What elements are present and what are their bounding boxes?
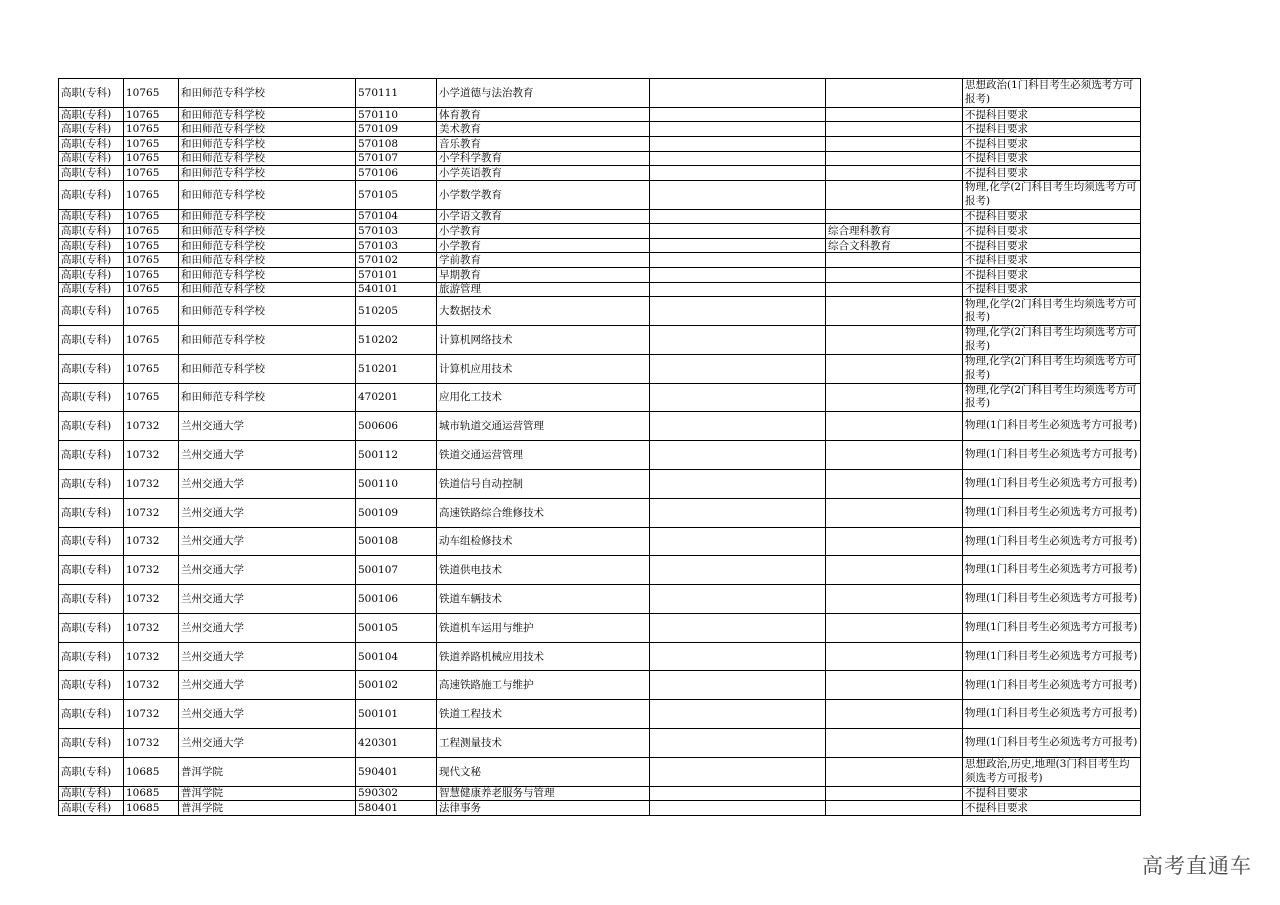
major-name-cell: 铁道养路机械应用技术 <box>437 642 650 671</box>
table-row <box>59 441 1141 470</box>
direction-cell <box>826 642 963 671</box>
subject-requirement-cell: 物理,化学(2门科目考生均须选考方可报考) <box>963 354 1141 383</box>
remark-cell <box>650 267 826 282</box>
admission-table <box>58 78 1141 816</box>
major-code-cell: 590401 <box>356 757 437 786</box>
direction-cell <box>826 297 963 326</box>
major-name-cell: 大数据技术 <box>437 297 650 326</box>
major-code-cell: 500102 <box>356 671 437 700</box>
direction-cell <box>826 107 963 122</box>
table-row <box>59 282 1141 297</box>
table-row <box>59 469 1141 498</box>
major-name-cell: 现代文秘 <box>437 757 650 786</box>
school-code-cell: 10765 <box>124 297 179 326</box>
level-cell: 高职(专科) <box>59 136 124 151</box>
major-code-cell: 580401 <box>356 801 437 816</box>
school-code-cell: 10732 <box>124 441 179 470</box>
remark-cell <box>650 107 826 122</box>
school-name-cell: 和田师范专科学校 <box>179 253 356 268</box>
level-cell: 高职(专科) <box>59 383 124 412</box>
subject-requirement-cell: 不提科目要求 <box>963 267 1141 282</box>
school-name-cell: 和田师范专科学校 <box>179 180 356 209</box>
school-name-cell: 兰州交通大学 <box>179 671 356 700</box>
remark-cell <box>650 136 826 151</box>
level-cell: 高职(专科) <box>59 441 124 470</box>
major-code-cell: 500108 <box>356 527 437 556</box>
major-name-cell: 小学数学教育 <box>437 180 650 209</box>
level-cell: 高职(专科) <box>59 180 124 209</box>
school-code-cell: 10765 <box>124 383 179 412</box>
remark-cell <box>650 556 826 585</box>
major-code-cell: 570106 <box>356 166 437 181</box>
school-code-cell: 10765 <box>124 325 179 354</box>
major-name-cell: 早期教育 <box>437 267 650 282</box>
school-name-cell: 和田师范专科学校 <box>179 166 356 181</box>
level-cell: 高职(专科) <box>59 469 124 498</box>
school-code-cell: 10732 <box>124 498 179 527</box>
school-code-cell: 10765 <box>124 267 179 282</box>
major-name-cell: 法律事务 <box>437 801 650 816</box>
major-name-cell: 城市轨道交通运营管理 <box>437 412 650 441</box>
school-name-cell: 兰州交通大学 <box>179 498 356 527</box>
school-name-cell: 和田师范专科学校 <box>179 151 356 166</box>
subject-requirement-cell: 物理(1门科目考生必须选考方可报考) <box>963 527 1141 556</box>
direction-cell <box>826 441 963 470</box>
direction-cell <box>826 79 963 108</box>
major-name-cell: 动车组检修技术 <box>437 527 650 556</box>
major-name-cell: 智慧健康养老服务与管理 <box>437 786 650 801</box>
table-row <box>59 238 1141 253</box>
level-cell: 高职(专科) <box>59 325 124 354</box>
major-code-cell: 570109 <box>356 122 437 137</box>
direction-cell <box>826 282 963 297</box>
major-code-cell: 510202 <box>356 325 437 354</box>
table-row <box>59 801 1141 816</box>
subject-requirement-cell: 物理(1门科目考生必须选考方可报考) <box>963 498 1141 527</box>
major-code-cell: 500606 <box>356 412 437 441</box>
table-row <box>59 267 1141 282</box>
school-code-cell: 10732 <box>124 729 179 758</box>
level-cell: 高职(专科) <box>59 166 124 181</box>
remark-cell <box>650 585 826 614</box>
major-name-cell: 音乐教育 <box>437 136 650 151</box>
school-code-cell: 10765 <box>124 282 179 297</box>
direction-cell <box>826 700 963 729</box>
school-code-cell: 10732 <box>124 556 179 585</box>
direction-cell <box>826 209 963 224</box>
table-row <box>59 354 1141 383</box>
table-row <box>59 151 1141 166</box>
level-cell: 高职(专科) <box>59 786 124 801</box>
school-code-cell: 10765 <box>124 224 179 239</box>
school-name-cell: 和田师范专科学校 <box>179 209 356 224</box>
level-cell: 高职(专科) <box>59 282 124 297</box>
table-row <box>59 180 1141 209</box>
remark-cell <box>650 209 826 224</box>
major-code-cell: 470201 <box>356 383 437 412</box>
major-name-cell: 美术教育 <box>437 122 650 137</box>
direction-cell <box>826 412 963 441</box>
table-row <box>59 297 1141 326</box>
subject-requirement-cell: 物理,化学(2门科目考生均须选考方可报考) <box>963 325 1141 354</box>
major-code-cell: 570105 <box>356 180 437 209</box>
school-name-cell: 和田师范专科学校 <box>179 282 356 297</box>
table-row <box>59 700 1141 729</box>
school-code-cell: 10765 <box>124 166 179 181</box>
school-code-cell: 10732 <box>124 613 179 642</box>
school-name-cell: 兰州交通大学 <box>179 729 356 758</box>
major-code-cell: 570111 <box>356 79 437 108</box>
major-name-cell: 应用化工技术 <box>437 383 650 412</box>
school-code-cell: 10685 <box>124 801 179 816</box>
school-name-cell: 兰州交通大学 <box>179 613 356 642</box>
remark-cell <box>650 757 826 786</box>
subject-requirement-cell: 不提科目要求 <box>963 136 1141 151</box>
table-row <box>59 757 1141 786</box>
level-cell: 高职(专科) <box>59 354 124 383</box>
remark-cell <box>650 297 826 326</box>
table-row <box>59 786 1141 801</box>
major-code-cell: 500104 <box>356 642 437 671</box>
school-code-cell: 10732 <box>124 412 179 441</box>
major-name-cell: 小学教育 <box>437 224 650 239</box>
subject-requirement-cell: 不提科目要求 <box>963 151 1141 166</box>
major-name-cell: 计算机应用技术 <box>437 354 650 383</box>
table-row <box>59 122 1141 137</box>
major-code-cell: 500101 <box>356 700 437 729</box>
subject-requirement-cell: 物理(1门科目考生必须选考方可报考) <box>963 700 1141 729</box>
major-name-cell: 旅游管理 <box>437 282 650 297</box>
subject-requirement-cell: 物理,化学(2门科目考生均须选考方可报考) <box>963 297 1141 326</box>
table-row <box>59 209 1141 224</box>
school-code-cell: 10732 <box>124 585 179 614</box>
major-name-cell: 铁道机车运用与维护 <box>437 613 650 642</box>
remark-cell <box>650 412 826 441</box>
major-code-cell: 570108 <box>356 136 437 151</box>
remark-cell <box>650 700 826 729</box>
remark-cell <box>650 671 826 700</box>
major-name-cell: 铁道供电技术 <box>437 556 650 585</box>
table-row <box>59 671 1141 700</box>
level-cell: 高职(专科) <box>59 556 124 585</box>
level-cell: 高职(专科) <box>59 801 124 816</box>
remark-cell <box>650 282 826 297</box>
school-code-cell: 10765 <box>124 122 179 137</box>
table-row <box>59 642 1141 671</box>
major-code-cell: 570101 <box>356 267 437 282</box>
school-code-cell: 10732 <box>124 700 179 729</box>
table-row <box>59 613 1141 642</box>
subject-requirement-cell: 不提科目要求 <box>963 253 1141 268</box>
major-code-cell: 540101 <box>356 282 437 297</box>
remark-cell <box>650 180 826 209</box>
level-cell: 高职(专科) <box>59 107 124 122</box>
level-cell: 高职(专科) <box>59 151 124 166</box>
subject-requirement-cell: 物理(1门科目考生必须选考方可报考) <box>963 469 1141 498</box>
school-code-cell: 10732 <box>124 671 179 700</box>
level-cell: 高职(专科) <box>59 613 124 642</box>
school-name-cell: 兰州交通大学 <box>179 700 356 729</box>
school-code-cell: 10685 <box>124 757 179 786</box>
direction-cell <box>826 757 963 786</box>
direction-cell: 综合文科教育 <box>826 238 963 253</box>
subject-requirement-cell: 物理,化学(2门科目考生均须选考方可报考) <box>963 180 1141 209</box>
school-name-cell: 和田师范专科学校 <box>179 224 356 239</box>
school-code-cell: 10765 <box>124 209 179 224</box>
table-row <box>59 556 1141 585</box>
level-cell: 高职(专科) <box>59 729 124 758</box>
major-code-cell: 570104 <box>356 209 437 224</box>
subject-requirement-cell: 思想政治,历史,地理(3门科目考生均须选考方可报考) <box>963 757 1141 786</box>
school-code-cell: 10765 <box>124 107 179 122</box>
school-code-cell: 10765 <box>124 136 179 151</box>
direction-cell <box>826 498 963 527</box>
remark-cell <box>650 122 826 137</box>
school-name-cell: 和田师范专科学校 <box>179 238 356 253</box>
remark-cell <box>650 238 826 253</box>
remark-cell <box>650 729 826 758</box>
table-row <box>59 729 1141 758</box>
subject-requirement-cell: 不提科目要求 <box>963 238 1141 253</box>
direction-cell <box>826 136 963 151</box>
major-name-cell: 铁道工程技术 <box>437 700 650 729</box>
major-name-cell: 小学教育 <box>437 238 650 253</box>
school-name-cell: 兰州交通大学 <box>179 556 356 585</box>
direction-cell <box>826 786 963 801</box>
subject-requirement-cell: 不提科目要求 <box>963 282 1141 297</box>
school-name-cell: 和田师范专科学校 <box>179 79 356 108</box>
subject-requirement-cell: 物理(1门科目考生必须选考方可报考) <box>963 729 1141 758</box>
remark-cell <box>650 527 826 556</box>
remark-cell <box>650 383 826 412</box>
major-code-cell: 590302 <box>356 786 437 801</box>
major-code-cell: 510205 <box>356 297 437 326</box>
level-cell: 高职(专科) <box>59 671 124 700</box>
level-cell: 高职(专科) <box>59 700 124 729</box>
major-code-cell: 500105 <box>356 613 437 642</box>
subject-requirement-cell: 物理(1门科目考生必须选考方可报考) <box>963 441 1141 470</box>
direction-cell <box>826 151 963 166</box>
remark-cell <box>650 642 826 671</box>
remark-cell <box>650 613 826 642</box>
level-cell: 高职(专科) <box>59 498 124 527</box>
direction-cell <box>826 325 963 354</box>
subject-requirement-cell: 物理(1门科目考生必须选考方可报考) <box>963 556 1141 585</box>
major-code-cell: 570103 <box>356 238 437 253</box>
remark-cell <box>650 253 826 268</box>
level-cell: 高职(专科) <box>59 757 124 786</box>
direction-cell <box>826 527 963 556</box>
level-cell: 高职(专科) <box>59 297 124 326</box>
table-row <box>59 498 1141 527</box>
school-name-cell: 普洱学院 <box>179 801 356 816</box>
school-name-cell: 和田师范专科学校 <box>179 136 356 151</box>
table-row <box>59 136 1141 151</box>
school-code-cell: 10685 <box>124 786 179 801</box>
school-code-cell: 10765 <box>124 253 179 268</box>
school-code-cell: 10732 <box>124 469 179 498</box>
direction-cell <box>826 613 963 642</box>
subject-requirement-cell: 物理(1门科目考生必须选考方可报考) <box>963 412 1141 441</box>
school-name-cell: 兰州交通大学 <box>179 469 356 498</box>
remark-cell <box>650 325 826 354</box>
major-code-cell: 500112 <box>356 441 437 470</box>
watermark-text: 高考直通车 <box>1142 854 1252 878</box>
school-name-cell: 兰州交通大学 <box>179 412 356 441</box>
major-name-cell: 工程测量技术 <box>437 729 650 758</box>
major-name-cell: 高速铁路综合维修技术 <box>437 498 650 527</box>
direction-cell <box>826 469 963 498</box>
major-name-cell: 小学英语教育 <box>437 166 650 181</box>
school-name-cell: 和田师范专科学校 <box>179 297 356 326</box>
major-code-cell: 500106 <box>356 585 437 614</box>
table-row <box>59 527 1141 556</box>
level-cell: 高职(专科) <box>59 224 124 239</box>
remark-cell <box>650 441 826 470</box>
school-code-cell: 10765 <box>124 180 179 209</box>
major-code-cell: 420301 <box>356 729 437 758</box>
subject-requirement-cell: 不提科目要求 <box>963 801 1141 816</box>
school-name-cell: 和田师范专科学校 <box>179 122 356 137</box>
school-name-cell: 和田师范专科学校 <box>179 383 356 412</box>
remark-cell <box>650 224 826 239</box>
school-name-cell: 兰州交通大学 <box>179 527 356 556</box>
direction-cell <box>826 383 963 412</box>
table-row <box>59 224 1141 239</box>
subject-requirement-cell: 不提科目要求 <box>963 166 1141 181</box>
direction-cell <box>826 267 963 282</box>
major-name-cell: 铁道信号自动控制 <box>437 469 650 498</box>
direction-cell <box>826 671 963 700</box>
table-row <box>59 107 1141 122</box>
direction-cell <box>826 354 963 383</box>
level-cell: 高职(专科) <box>59 585 124 614</box>
school-name-cell: 兰州交通大学 <box>179 585 356 614</box>
level-cell: 高职(专科) <box>59 209 124 224</box>
direction-cell <box>826 122 963 137</box>
direction-cell <box>826 556 963 585</box>
school-code-cell: 10765 <box>124 151 179 166</box>
direction-cell: 综合理科教育 <box>826 224 963 239</box>
table-row <box>59 79 1141 108</box>
school-code-cell: 10732 <box>124 642 179 671</box>
level-cell: 高职(专科) <box>59 122 124 137</box>
school-code-cell: 10765 <box>124 354 179 383</box>
major-code-cell: 570110 <box>356 107 437 122</box>
major-name-cell: 高速铁路施工与维护 <box>437 671 650 700</box>
major-name-cell: 学前教育 <box>437 253 650 268</box>
table-row <box>59 325 1141 354</box>
direction-cell <box>826 585 963 614</box>
school-name-cell: 和田师范专科学校 <box>179 107 356 122</box>
level-cell: 高职(专科) <box>59 527 124 556</box>
remark-cell <box>650 498 826 527</box>
remark-cell <box>650 786 826 801</box>
direction-cell <box>826 166 963 181</box>
remark-cell <box>650 801 826 816</box>
major-name-cell: 小学道德与法治教育 <box>437 79 650 108</box>
school-name-cell: 普洱学院 <box>179 757 356 786</box>
subject-requirement-cell: 不提科目要求 <box>963 209 1141 224</box>
major-code-cell: 570103 <box>356 224 437 239</box>
subject-requirement-cell: 不提科目要求 <box>963 107 1141 122</box>
subject-requirement-cell: 不提科目要求 <box>963 786 1141 801</box>
major-name-cell: 小学语文教育 <box>437 209 650 224</box>
table-row <box>59 166 1141 181</box>
level-cell: 高职(专科) <box>59 238 124 253</box>
direction-cell <box>826 180 963 209</box>
school-name-cell: 兰州交通大学 <box>179 642 356 671</box>
subject-requirement-cell: 不提科目要求 <box>963 122 1141 137</box>
school-code-cell: 10765 <box>124 238 179 253</box>
level-cell: 高职(专科) <box>59 267 124 282</box>
school-name-cell: 普洱学院 <box>179 786 356 801</box>
table-row <box>59 383 1141 412</box>
subject-requirement-cell: 不提科目要求 <box>963 224 1141 239</box>
level-cell: 高职(专科) <box>59 253 124 268</box>
remark-cell <box>650 151 826 166</box>
remark-cell <box>650 166 826 181</box>
major-name-cell: 铁道交通运营管理 <box>437 441 650 470</box>
remark-cell <box>650 469 826 498</box>
major-code-cell: 500107 <box>356 556 437 585</box>
school-name-cell: 和田师范专科学校 <box>179 267 356 282</box>
major-code-cell: 510201 <box>356 354 437 383</box>
school-name-cell: 兰州交通大学 <box>179 441 356 470</box>
remark-cell <box>650 354 826 383</box>
subject-requirement-cell: 思想政治(1门科目考生必须选考方可报考) <box>963 79 1141 108</box>
level-cell: 高职(专科) <box>59 642 124 671</box>
direction-cell <box>826 801 963 816</box>
subject-requirement-cell: 物理,化学(2门科目考生均须选考方可报考) <box>963 383 1141 412</box>
remark-cell <box>650 79 826 108</box>
major-name-cell: 小学科学教育 <box>437 151 650 166</box>
direction-cell <box>826 729 963 758</box>
school-name-cell: 和田师范专科学校 <box>179 354 356 383</box>
subject-requirement-cell: 物理(1门科目考生必须选考方可报考) <box>963 671 1141 700</box>
major-code-cell: 500109 <box>356 498 437 527</box>
level-cell: 高职(专科) <box>59 79 124 108</box>
direction-cell <box>826 253 963 268</box>
major-code-cell: 570107 <box>356 151 437 166</box>
subject-requirement-cell: 物理(1门科目考生必须选考方可报考) <box>963 613 1141 642</box>
level-cell: 高职(专科) <box>59 412 124 441</box>
school-name-cell: 和田师范专科学校 <box>179 325 356 354</box>
school-code-cell: 10765 <box>124 79 179 108</box>
major-name-cell: 体育教育 <box>437 107 650 122</box>
major-name-cell: 铁道车辆技术 <box>437 585 650 614</box>
subject-requirement-cell: 物理(1门科目考生必须选考方可报考) <box>963 585 1141 614</box>
major-code-cell: 570102 <box>356 253 437 268</box>
table-row <box>59 253 1141 268</box>
major-name-cell: 计算机网络技术 <box>437 325 650 354</box>
table-row <box>59 585 1141 614</box>
subject-requirement-cell: 物理(1门科目考生必须选考方可报考) <box>963 642 1141 671</box>
table-row <box>59 412 1141 441</box>
major-code-cell: 500110 <box>356 469 437 498</box>
school-code-cell: 10732 <box>124 527 179 556</box>
